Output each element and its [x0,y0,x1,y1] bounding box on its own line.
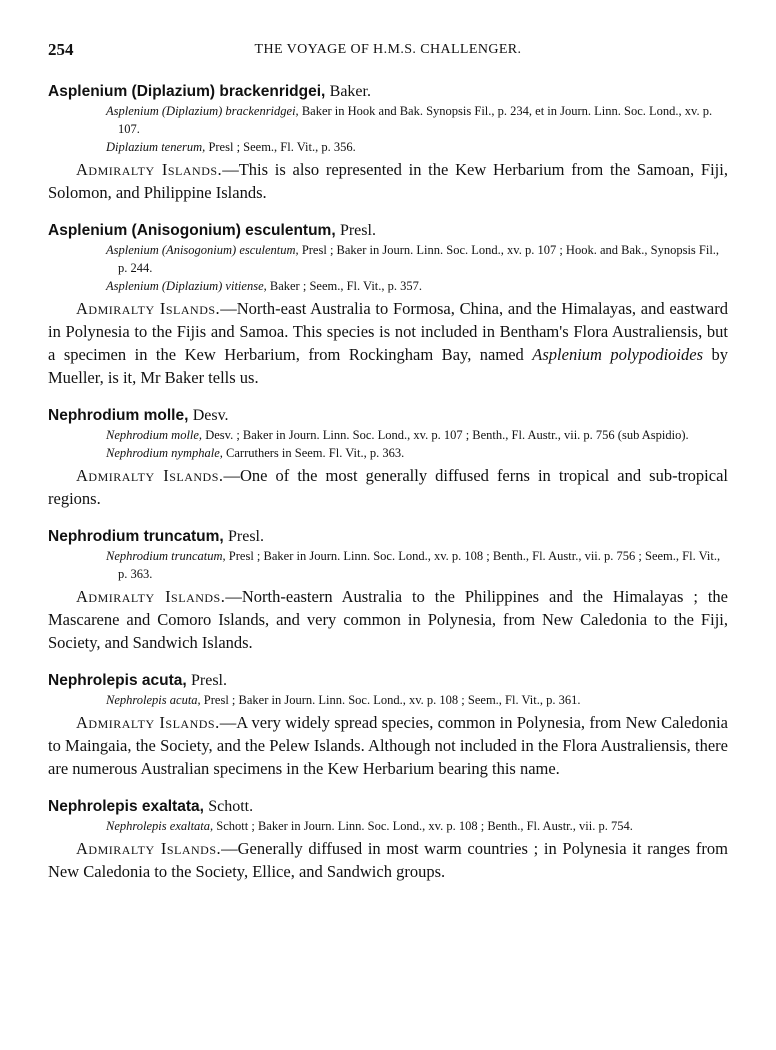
species-entry [48,527,728,654]
species-heading [48,797,728,817]
page-header [48,40,728,64]
synonym-line [106,138,728,156]
running-title: THE VOYAGE OF H.M.S. CHALLENGER. [254,42,522,57]
distribution-text: —One of the most generally diffused ferns in tropical and sub-tropical regions. [48,466,728,508]
synonym-list [106,817,728,835]
synonym-reference: Presl ; Baker in Journ. Linn. Soc. Lond., xv. p. 108 ; Benth., Fl. Austr., vii. p. 756 ; Seem., Fl. Vit., p. 363. [118,549,721,581]
synonym-name: Asplenium (Diplazium) vitiense, [106,279,267,293]
species-name: Asplenium (Diplazium) brackenridgei, [48,83,326,100]
distribution-text: —A very widely spread species, common in Polynesia, from New Caledonia to Maingaia, the Society, and the Pelew Islands. Although not included in the Flora Australiensis, there are numerous Australian specimens in the Kew Herbarium bearing this name. [48,713,728,778]
distribution-paragraph [48,837,728,883]
synonym-reference: Carruthers in Seem. Fl. Vit., p. 363. [226,446,405,460]
species-author: Desv. [192,407,229,424]
species-entry [48,406,728,510]
synonym-reference: Baker ; Seem., Fl. Vit., p. 357. [269,279,423,293]
synonym-name: Asplenium (Anisogonium) esculentum, [106,243,299,257]
synonym-reference: Presl ; Baker in Journ. Linn. Soc. Lond., xv. p. 108 ; Seem., Fl. Vit., p. 361. [203,693,581,707]
species-entry [48,671,728,780]
species-name: Asplenium (Anisogonium) esculentum, [48,222,336,239]
distribution-text: —North-east Australia to Formosa, China, and the Himalayas, and eastward in Polynesia to the Fijis and Samoa. This species is not included in Bentham's Flora Australiensis, but a specimen in the Kew Herbarium, from Rockingham Bay, named [48,299,728,364]
distribution-paragraph [48,297,728,389]
synonym-line [106,817,728,835]
species-heading [48,82,728,102]
synonym-reference: Baker in Hook and Bak. Synopsis Fil., p. 234, et in Journ. Linn. Soc. Lond., xv. p. 107. [118,104,713,136]
species-author: Presl. [227,528,264,545]
species-entry [48,221,728,389]
synonym-line [106,547,728,583]
synonym-reference: Schott ; Baker in Journ. Linn. Soc. Lond., xv. p. 108 ; Benth., Fl. Austr., vii. p. 754. [216,819,633,833]
synonym-line [106,241,728,277]
distribution-paragraph [48,158,728,204]
synonym-line [106,444,728,462]
species-heading [48,671,728,691]
species-name: Nephrolepis acuta, [48,672,187,689]
distribution-text: —Generally diffused in most warm countries ; in Polynesia it ranges from New Caledonia to the Society, Ellice, and Sandwich groups. [48,839,728,881]
synonym-reference: Presl ; Seem., Fl. Vit., p. 356. [208,140,356,154]
distribution-text: —North-eastern Australia to the Philippines and the Himalayas ; the Mascarene and Comoro Islands, and very common in Polynesia, from New Caledonia to the Fiji, Society, and Sandwich Islands. [48,587,728,652]
species-entry [48,82,728,204]
synonym-list [106,102,728,156]
species-author: Schott. [208,798,254,815]
page-number: 254 [48,40,74,59]
page-content [48,82,728,900]
synonym-list [106,426,728,462]
distribution-text: —This is also represented in the Kew Herbarium from the Samoan, Fiji, Solomon, and Philippine Islands. [48,160,728,202]
synonym-list [106,547,728,583]
synonym-list [106,241,728,295]
synonym-name: Nephrodium nymphale, [106,446,223,460]
species-name: Nephrolepis exaltata, [48,798,204,815]
locality-label: Admiralty Islands. [76,160,223,179]
species-author: Presl. [339,222,376,239]
synonym-line [106,102,728,138]
distribution-paragraph [48,585,728,654]
synonym-line [106,691,728,709]
locality-label: Admiralty Islands. [76,299,221,318]
locality-label: Admiralty Islands. [76,839,222,858]
synonym-reference: Presl ; Baker in Journ. Linn. Soc. Lond., xv. p. 107 ; Hook. and Bak., Synopsis Fil., p. 244. [118,243,720,275]
distribution-paragraph [48,711,728,780]
locality-label: Admiralty Islands. [76,713,220,732]
species-heading [48,221,728,241]
species-author: Presl. [191,672,227,689]
species-heading [48,406,728,426]
synonym-name: Nephrodium truncatum, [106,549,226,563]
synonym-name: Nephrodium molle, [106,428,203,442]
distribution-text-end: by Mueller, is it, Mr Baker tells us. [48,345,728,387]
cited-name: Asplenium polypodioides [532,345,703,364]
synonym-list [106,691,728,709]
species-name: Nephrodium truncatum, [48,528,224,545]
synonym-name: Nephrolepis acuta, [106,693,201,707]
locality-label: Admiralty Islands. [76,587,226,606]
species-heading [48,527,728,547]
distribution-paragraph [48,464,728,510]
synonym-reference: Desv. ; Baker in Journ. Linn. Soc. Lond., xv. p. 107 ; Benth., Fl. Austr., vii. p. 756 (sub Aspidio). [205,428,689,442]
species-entry [48,797,728,883]
synonym-line [106,426,728,444]
synonym-line [106,277,728,295]
synonym-name: Diplazium tenerum, [106,140,206,154]
locality-label: Admiralty Islands. [76,466,224,485]
synonym-name: Asplenium (Diplazium) brackenridgei, [106,104,299,118]
synonym-name: Nephrolepis exaltata, [106,819,214,833]
species-name: Nephrodium molle, [48,407,189,424]
species-author: Baker. [329,83,371,100]
